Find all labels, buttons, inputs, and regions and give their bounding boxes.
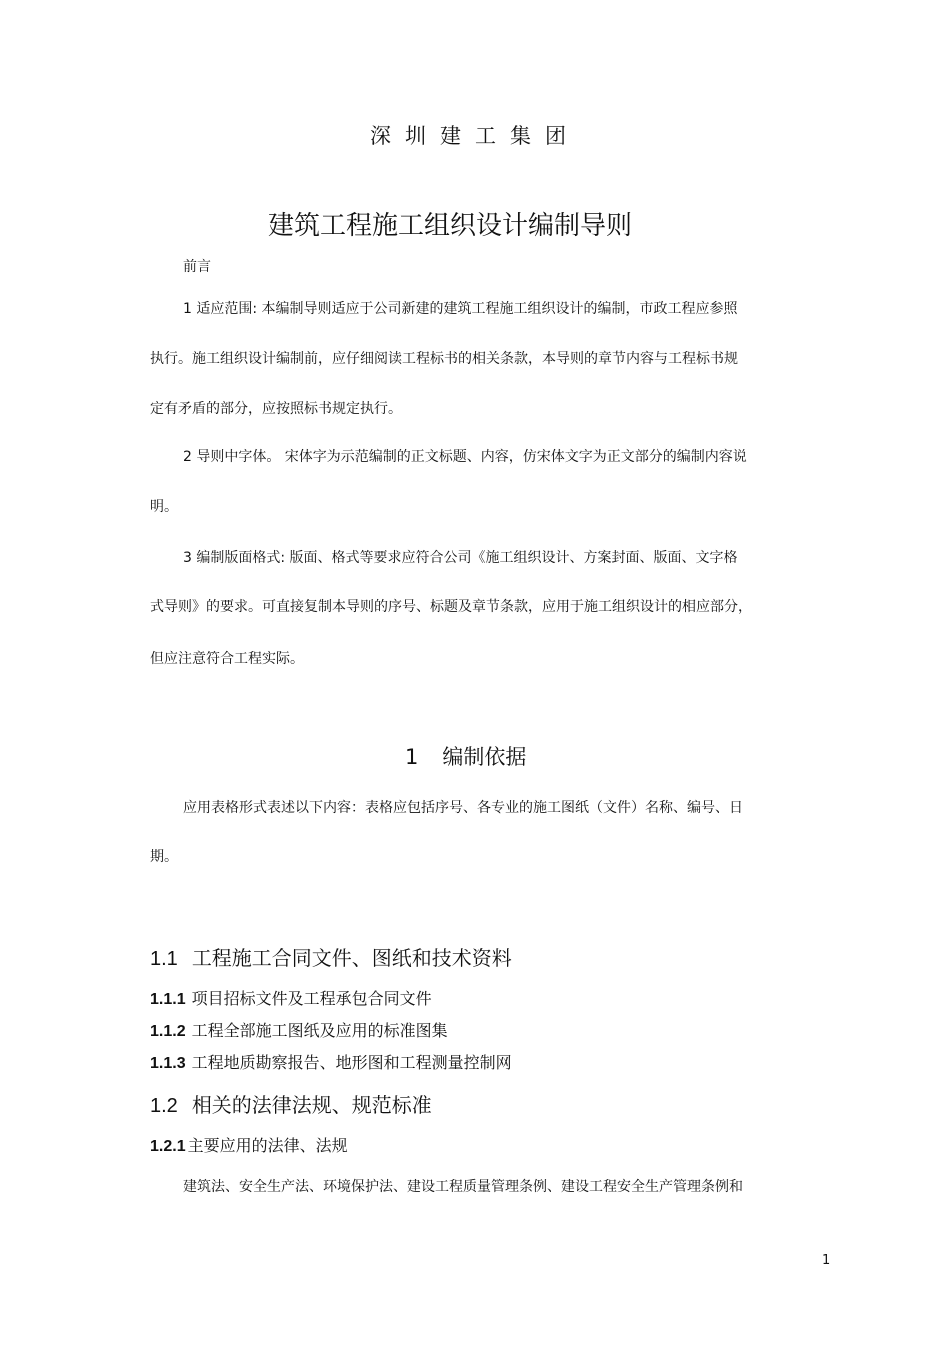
subsection-number: 1.1.2	[150, 1023, 186, 1040]
document-title: 建筑工程施工组织设计编制导则	[267, 211, 632, 241]
preface-p1-line3: 定有矛盾的部分，应按照标书规定执行。	[150, 401, 402, 417]
subsection-title: 工程全部施工图纸及应用的标准图集	[191, 1021, 448, 1040]
section-1-intro-line2: 期。	[150, 849, 178, 865]
section-1-2-number: 1.2	[150, 1095, 178, 1117]
subsection-number: 1.1.1	[150, 991, 186, 1008]
subsection-1-2-1	[150, 1133, 348, 1156]
section-1-intro-line1: 应用表格形式表述以下内容：表格应包括序号、各专业的施工图纸（文件）名称、编号、日	[183, 800, 743, 816]
subsection-1-1-2	[150, 1018, 448, 1041]
subsection-1-1-1	[150, 986, 432, 1009]
section-1-title: 编制依据	[442, 745, 527, 769]
section-1-2-heading	[150, 1089, 432, 1118]
section-1-1-heading	[150, 942, 512, 971]
preface-p2-line2: 明。	[150, 499, 178, 515]
subsection-title: 项目招标文件及工程承包合同文件	[191, 989, 432, 1008]
subsection-1-1-3	[150, 1050, 512, 1073]
subsection-number: 1.1.3	[150, 1055, 186, 1072]
preface-p3-line2: 式导则》的要求。可直接复制本导则的序号、标题及章节条款，应用于施工组织设计的相应部分，	[150, 599, 752, 615]
preface-heading: 前言	[183, 259, 211, 275]
section-1-2-title: 相关的法律法规、规范标准	[191, 1093, 432, 1117]
preface-p3-line1: 3 编制版面格式: 版面、格式等要求应符合公司《施工组织设计、方案封面、版面、文字格	[183, 550, 738, 566]
preface-p3-line3: 但应注意符合工程实际。	[150, 651, 304, 667]
section-1-1-title: 工程施工合同文件、图纸和技术资料	[191, 946, 512, 970]
subsection-number: 1.2.1	[150, 1138, 186, 1155]
subsection-title: 工程地质勘察报告、地形图和工程测量控制网	[191, 1053, 512, 1072]
preface-p1-line2: 执行。施工组织设计编制前，应仔细阅读工程标书的相关条款，本导则的章节内容与工程标书规	[150, 351, 738, 367]
section-1-2-body: 建筑法、安全生产法、环境保护法、建设工程质量管理条例、建设工程安全生产管理条例和	[183, 1179, 743, 1195]
section-1-1-number: 1.1	[150, 948, 178, 970]
preface-p1-line1: 1 适应范围: 本编制导则适应于公司新建的建筑工程施工组织设计的编制，市政工程应参照	[183, 301, 738, 317]
preface-p2-line1: 2 导则中字体。 宋体字为示范编制的正文标题、内容，仿宋体文字为正文部分的编制内容说	[183, 449, 747, 465]
subsection-title: 主要应用的法律、法规	[187, 1136, 348, 1155]
page-number: 1	[822, 1253, 831, 1268]
section-1-heading	[405, 741, 526, 771]
section-1-number: 1	[405, 745, 419, 769]
organization-name: 深圳建工集团	[370, 124, 580, 148]
